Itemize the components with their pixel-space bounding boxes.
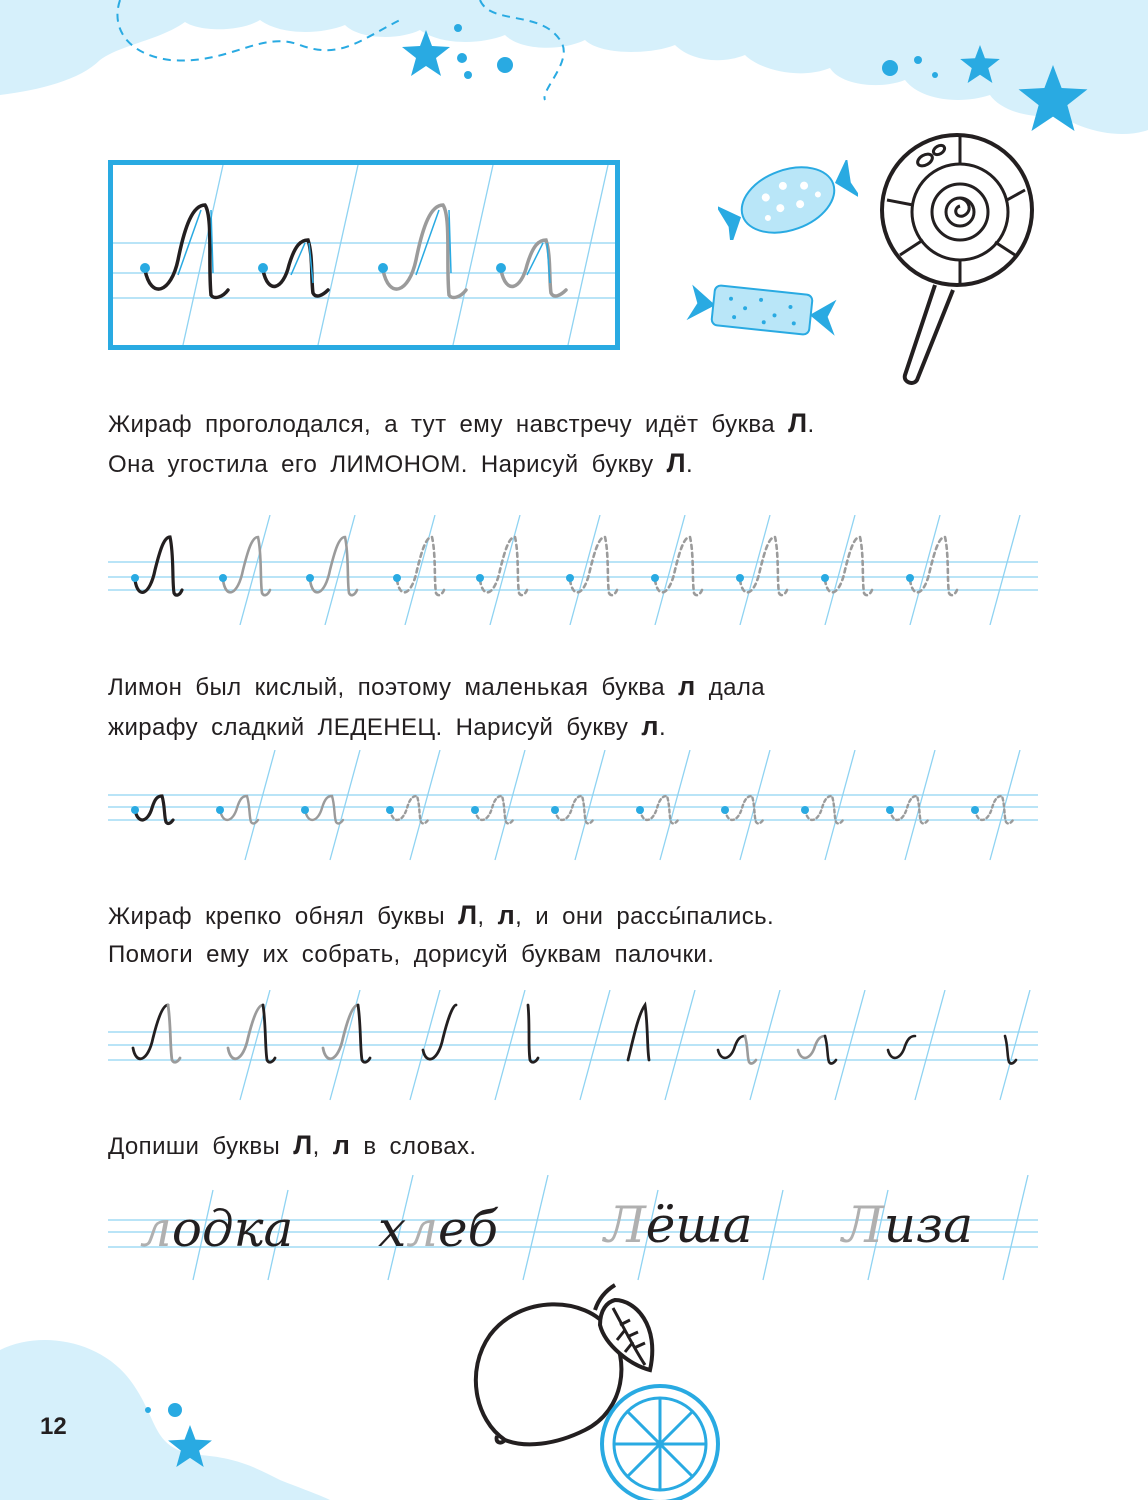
text: Лимон был кислый, поэтому маленькая буква [108, 674, 679, 701]
slant-line [490, 515, 520, 625]
sample-letters [113, 165, 615, 345]
instruction-line [108, 404, 815, 444]
instruction-line [108, 896, 774, 936]
word-rest: одка [171, 1200, 294, 1258]
star-icon [1018, 65, 1088, 131]
tracing-letter[interactable] [570, 537, 617, 595]
slant-line [740, 515, 770, 625]
start-dot [216, 806, 224, 814]
text: Помоги ему их собрать, дорисуй буквам палочки. [108, 941, 715, 968]
text: Допиши буквы [108, 1133, 294, 1160]
slant-line [655, 515, 685, 625]
tracing-letter[interactable] [655, 537, 702, 595]
start-dot [131, 806, 139, 814]
start-dot [721, 806, 729, 814]
star-icon [168, 1425, 212, 1467]
tracing-letter[interactable] [718, 1036, 745, 1058]
tracing-letter[interactable] [528, 1005, 538, 1062]
letter-highlight: л [497, 900, 516, 930]
text: жирафу сладкий ЛЕДЕНЕЦ. Нарисуй букву [108, 714, 642, 741]
sample-letter: Л [113, 165, 114, 166]
text: Жираф крепко обнял буквы [108, 903, 459, 930]
instruction-line [108, 936, 774, 974]
letter-highlight: л [678, 671, 696, 701]
tracing-letter[interactable] [740, 537, 787, 595]
tracing-letter[interactable] [358, 1005, 370, 1062]
letter-highlight: л [641, 711, 659, 741]
word-liza [842, 1196, 973, 1254]
lemon-slice-icon [598, 1382, 723, 1500]
word-hleb [378, 1200, 498, 1258]
start-dot [566, 574, 574, 582]
slant-line [990, 515, 1020, 625]
practice-row-capital [108, 515, 1038, 625]
letter-highlight: Л [788, 408, 808, 438]
letter-highlight: л [332, 1130, 351, 1160]
text: . [658, 714, 667, 741]
instruction-line [108, 1126, 476, 1166]
start-dot [393, 574, 401, 582]
start-dot [801, 806, 809, 814]
tracing-letter[interactable] [798, 1036, 825, 1058]
tracing-letter[interactable] [888, 1036, 915, 1058]
instruction-line [108, 667, 765, 707]
slant-line [575, 750, 605, 860]
word-lodka [140, 1200, 293, 1258]
letter-highlight: Л [293, 1130, 313, 1160]
instruction-line [108, 444, 815, 484]
start-dot [476, 574, 484, 582]
word-prefix: х [378, 1200, 407, 1258]
slant-line [410, 750, 440, 860]
start-dot [636, 806, 644, 814]
text: в словах. [350, 1133, 477, 1160]
tracing-letter[interactable] [135, 537, 182, 595]
missing-letter[interactable]: л [140, 1200, 172, 1258]
start-dot [736, 574, 744, 582]
start-dot [971, 806, 979, 814]
tracing-letter[interactable] [263, 1005, 275, 1062]
start-dot [471, 806, 479, 814]
text: Жираф проголодался, а тут ему навстречу идёт буква [108, 411, 789, 438]
instruction-paragraph-3 [108, 896, 774, 974]
instruction-paragraph-2 [108, 667, 765, 747]
practice-row-fragments [108, 990, 1038, 1105]
tracing-letter[interactable] [910, 537, 957, 595]
slant-line [825, 515, 855, 625]
missing-letter[interactable]: л [406, 1200, 439, 1258]
text: . [807, 411, 815, 438]
word-lesha [604, 1196, 753, 1254]
missing-letter[interactable]: Л [842, 1196, 884, 1254]
word-rest: иза [883, 1196, 974, 1254]
tracing-letter[interactable] [223, 537, 270, 595]
start-dot [306, 574, 314, 582]
slant-line [405, 515, 435, 625]
missing-letter[interactable]: Л [604, 1196, 646, 1254]
instruction-line [108, 707, 765, 747]
candy-icon [718, 160, 858, 240]
tracing-letter[interactable] [825, 537, 872, 595]
lollipop-icon [875, 130, 1040, 390]
start-dot [219, 574, 227, 582]
letter-highlight: Л [666, 448, 686, 478]
text: , [477, 903, 498, 930]
slant-line [910, 515, 940, 625]
start-dot [551, 806, 559, 814]
slant-line [570, 515, 600, 625]
start-dot [906, 574, 914, 582]
start-dot [886, 806, 894, 814]
text: Она угостила его ЛИМОНОМ. Нарисуй букву [108, 451, 667, 478]
word-rest: ёша [645, 1196, 753, 1254]
tracing-letter[interactable] [310, 537, 357, 595]
slant-line [660, 750, 690, 860]
slant-line [240, 515, 270, 625]
practice-row-lowercase [108, 750, 1038, 865]
decorative-dots [440, 20, 1000, 110]
word-rest: еб [438, 1200, 499, 1258]
letter-highlight: Л [458, 900, 478, 930]
text: , и они рассы́пались. [515, 903, 775, 930]
slant-line [825, 750, 855, 860]
start-dot [301, 806, 309, 814]
page-number: 12 [40, 1413, 67, 1440]
text: дала [695, 674, 766, 701]
start-dot [386, 806, 394, 814]
start-dot [651, 574, 659, 582]
instruction-paragraph-1 [108, 404, 815, 484]
start-dot [821, 574, 829, 582]
tracing-letter[interactable] [480, 537, 527, 595]
slant-line [495, 750, 525, 860]
tracing-letter[interactable] [168, 1005, 180, 1062]
text: . [685, 451, 694, 478]
instruction-paragraph-4 [108, 1126, 476, 1166]
start-dot [131, 574, 139, 582]
candy-icon [685, 280, 840, 340]
text: , [312, 1133, 333, 1160]
